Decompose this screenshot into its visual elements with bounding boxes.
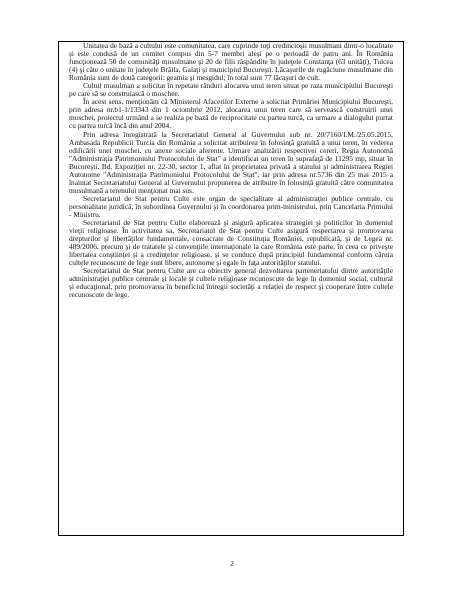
paragraph-7: Secretariatul de Stat pentru Culte are ca obiectiv general dezvoltarea parteneriatului dintre autorităţile administraţiei publice centrale şi locale şi cultele religioase recunoscute de lege în domeniul social, cultural şi educaţional, prin promovarea în beneficiul întregii societăţi a relaţiei de respect şi cooperare între cultele recunoscute de lege. (69, 266, 393, 300)
page-number: 2 (230, 559, 234, 568)
paragraph-6: Secretariatul de Stat pentru Culte elaborează şi asigură aplicarea strategiei şi politicilor în domeniul vieţii religioase. În activitatea sa, Secretariatul de Stat pentru Culte asigură respectarea şi promovarea drepturilor şi libertăţilor fundamentale, consacrate de Constituţia României, republicată, şi de Legea nr. 489/2006, precum şi de tratatele şi convenţiile internaţionale la care România este parte, în ceea ce priveşte libertatea conştiinţei şi a credinţelor religioase, şi se conduce după principiul fundamental conform căruia cultele recunoscute de lege sunt libere, autonome şi egale în faţa autorităţilor statului. (69, 218, 393, 268)
paragraph-1: Unitatea de bază a cultului este comunitatea, care cuprinde toţi credincioşii musulmani dintr-o localitate şi este condusă de un comitet compus din 5-7 membri aleşi pe o perioadă de patru ani. În România funcţionează 50 de comunităţi musulmane şi 20 de filii răspândite în judeţele Constanţa (63 unităţi), Tulcea (4) şi câte o unitate în judeţele Brăila, Galaţi şi municipiul Bucureşti. Lăcaşurile de rugăciune musulmane din România sunt de două categorii: geamia şi mesgidul; în total sunt 77 lăcaşuri de cult. (69, 41, 393, 83)
paragraph-4: Prin adresa înregistrată la Secretariatul General al Guvernului sub nr. 20/7160/I.M./25.05.2015, Ambasada Republicii Turcia din România a solicitat atribuirea în folosinţă gratuită a unui teren, în vederea edificării unei moschei, cu anexe sociale aferente. Urmare analizării respectivei cereri, Regia Autonomă "Administraţia Patrimoniului Protocolului de Stat" a identificat un teren în suprafaţă de 11295 mp, situat în Bucureşti, Bd. Expoziţiei nr. 22-30, sector 1, aflat în proprietatea privată a statului şi administrarea Regiei Autonome "Administraţia Patrimoniului Protocolului de Stat", iar prin adresa nr.5736 din 25 mai 2015 a înaintat Secretariatului General al Guvernului propunerea de atribuire în folosinţă gratuită către comunitatea musulmană a terenului menţionat mai sus. (69, 129, 393, 195)
text-frame (58, 41, 404, 536)
paragraph-3: În acest sens, menţionăm că Ministerul Afacerilor Externe a solicitat Primăriei Municipiului Bucureşti, prin adresa nr.b1-1/13343 din 1 octombrie 2012, alocarea unui teren care să servească construirii unei moschei, proiectul urmând a se realiza pe bază de reciprocitate cu partea turcă, ca urmare a dialogului purtat cu partea turcă încă din anul 2004. (69, 97, 393, 131)
paragraph-2: Cultul musulman a solicitat în repetate rânduri alocarea unui teren situat pe raza municipiului Bucureşti pe care să se construiască o moschee. (69, 81, 393, 99)
paragraph-5: Secretariatul de Stat pentru Culte este organ de specialitate al administraţiei publice centrale, cu personalitate juridică, în subordinea Guvernului şi în coordonarea prim-ministrului, prin Cancelaria Primului - Ministru. (69, 193, 393, 219)
